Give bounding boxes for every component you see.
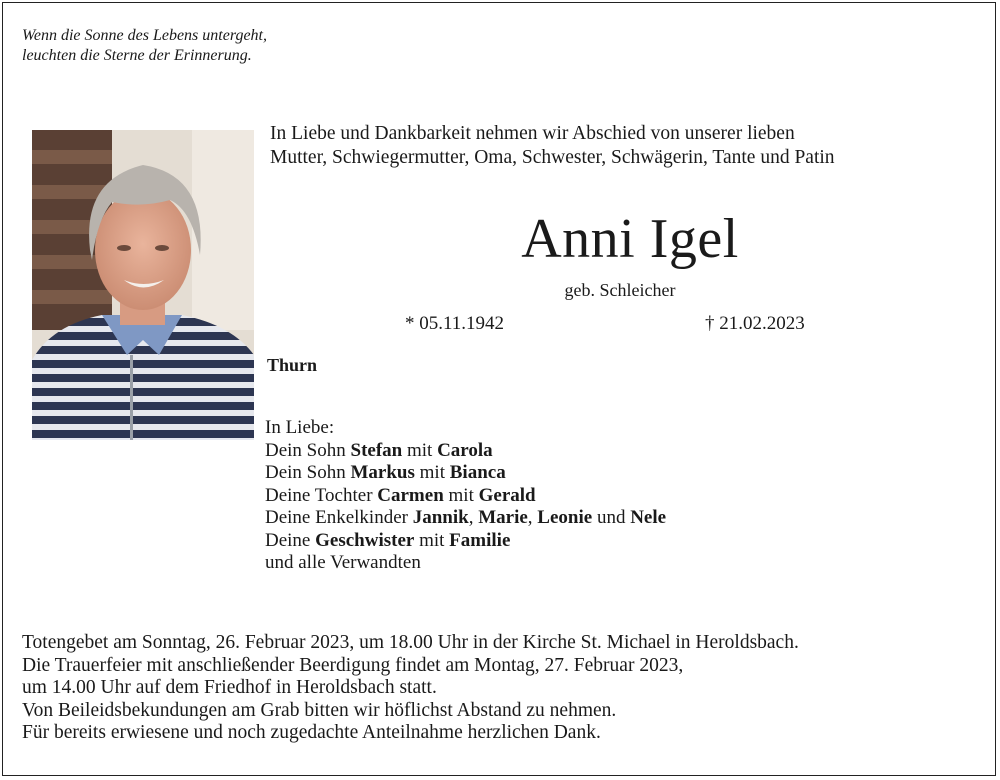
birth-date: * 05.11.1942: [405, 313, 505, 334]
family-line: Deine Tochter Carmen mit Gerald: [265, 484, 536, 506]
family-line: Deine Enkelkinder Jannik, Marie, Leonie und Nele: [265, 507, 667, 528]
family-line: Dein Sohn Stefan mit Carola: [265, 439, 493, 461]
intro-line-2: Mutter, Schwiegermutter, Oma, Schwester, Schwägerin, Tante und Patin: [270, 147, 835, 168]
quote-line-2: leuchten die Sterne der Erinnerung.: [22, 47, 252, 64]
memorial-quote: [22, 26, 267, 66]
residence-place: Thurn: [267, 355, 318, 375]
portrait-photo: [32, 130, 254, 440]
family-line: und alle Verwandten: [265, 552, 421, 573]
info-line-1: Totengebet am Sonntag, 26. Februar 2023, um 18.00 Uhr in der Kirche St. Michael in Heroldsbach.: [22, 632, 799, 653]
info-line-3: um 14.00 Uhr auf dem Friedhof in Heroldsbach statt.: [22, 677, 437, 698]
deceased-name: Anni Igel: [521, 208, 739, 270]
family-line: Deine Geschwister mit Familie: [265, 529, 511, 551]
death-date: † 21.02.2023: [705, 313, 805, 334]
maiden-name: geb. Schleicher: [564, 280, 676, 300]
quote-line-1: Wenn die Sonne des Lebens untergeht,: [22, 27, 267, 44]
family-line: Dein Sohn Markus mit Bianca: [265, 462, 506, 483]
family-heading: In Liebe:: [265, 417, 335, 438]
info-line-5: Für bereits erwiesene und noch zugedachte Anteilnahme herzlichen Dank.: [22, 722, 601, 743]
info-line-4: Von Beileidsbekundungen am Grab bitten wir höflichst Abstand zu nehmen.: [22, 699, 617, 721]
intro-text: [270, 122, 835, 170]
intro-line-1: In Liebe und Dankbarkeit nehmen wir Abschied von unserer lieben: [270, 123, 795, 144]
family-list: [265, 417, 666, 575]
info-line-2: Die Trauerfeier mit anschließender Beerdigung findet am Montag, 27. Februar 2023,: [22, 654, 684, 676]
service-info: [22, 632, 799, 745]
